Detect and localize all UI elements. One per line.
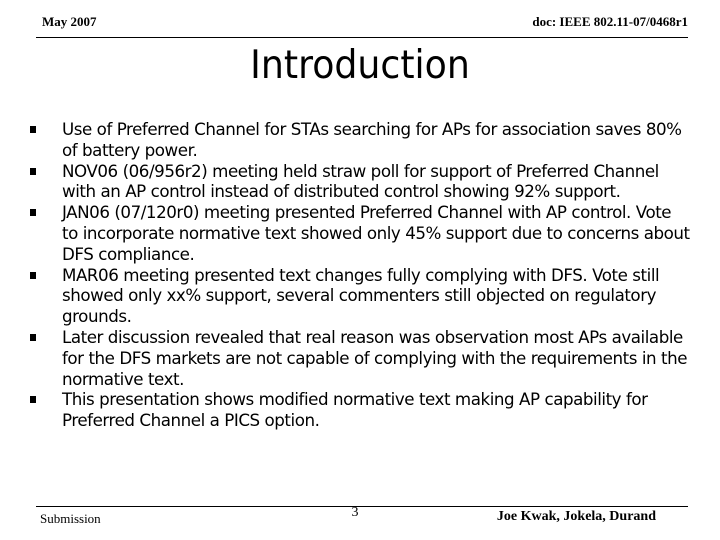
square-bullet-icon — [30, 396, 36, 403]
bullet-text: Later discussion revealed that real reason was observation most APs available for the DFS markets are not capable of complying with the requirements in the normative text. — [62, 326, 688, 389]
bullet-item — [30, 202, 690, 264]
bullet-text: This presentation shows modified normative text making AP capability for Preferred Channel a PICS option. — [62, 389, 648, 431]
bullet-text: MAR06 meeting presented text changes fully complying with DFS. Vote still showed only xx% support, several commenters still objected on regulatory grounds. — [62, 264, 660, 327]
bullet-item — [30, 161, 690, 203]
bullet-text: NOV06 (06/956r2) meeting held straw poll for support of Preferred Channel with an AP control instead of distributed control showing 92% support. — [62, 160, 659, 202]
bullet-item — [30, 327, 690, 389]
header-date: May 2007 — [42, 14, 97, 29]
page-number: 3 — [351, 505, 359, 520]
bullet-item — [30, 389, 690, 431]
header-doc-id: doc: IEEE 802.11-07/0468r1 — [532, 14, 688, 29]
header-divider — [36, 37, 688, 38]
bullet-text: JAN06 (07/120r0) meeting presented Preferred Channel with AP control. Vote to incorporate normative text showed only 45% support due to concerns about DFS compliance. — [62, 202, 690, 264]
bullet-list — [30, 119, 690, 431]
square-bullet-icon — [30, 334, 36, 341]
bullet-item — [30, 265, 690, 327]
footer-authors: Joe Kwak, Jokela, Durand — [496, 509, 656, 524]
bullet-text: Use of Preferred Channel for STAs searching for APs for association saves 80% of battery power. — [62, 119, 682, 160]
square-bullet-icon — [30, 168, 36, 175]
square-bullet-icon — [30, 126, 36, 133]
footer-submission: Submission — [40, 511, 101, 526]
square-bullet-icon — [30, 209, 36, 216]
bullet-item — [30, 119, 690, 161]
square-bullet-icon — [30, 272, 36, 279]
slide-title: Introduction — [250, 43, 470, 88]
